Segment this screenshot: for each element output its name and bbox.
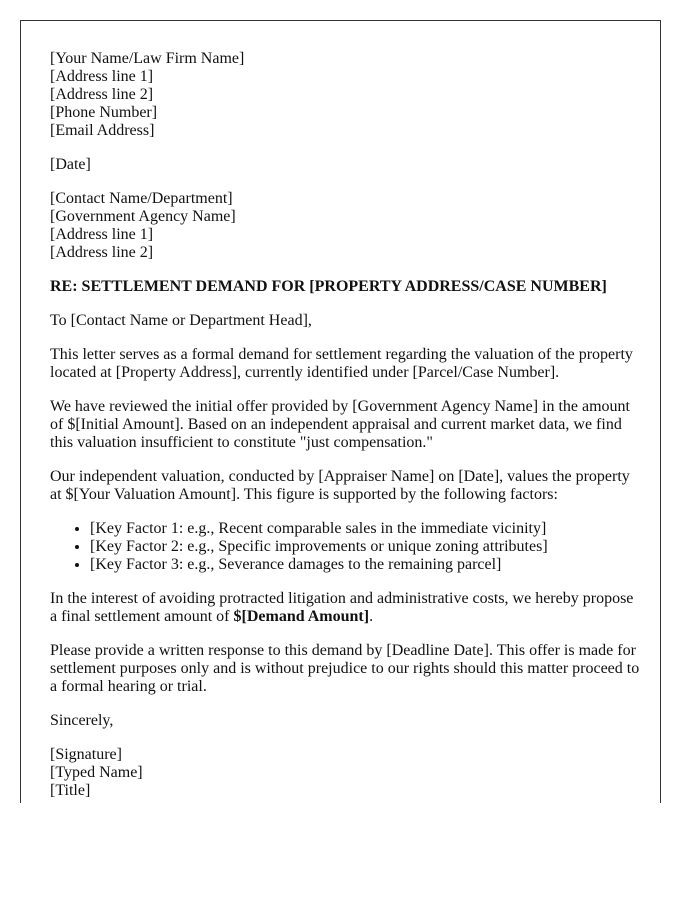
response-paragraph: Please provide a written response to this demand by [Deadline Date]. This offer is made for settlement purposes only and is without prejudice to our rights should this matter proceed to a formal hearing or trial. [50, 642, 640, 695]
factor-list [50, 520, 640, 574]
proposal-text: In the interest of avoiding protracted litigation and administrative costs, we hereby propose a final settlement amount of [50, 590, 634, 625]
recipient-contact: [Contact Name/Department] [50, 190, 233, 207]
proposal-end: . [369, 608, 374, 625]
sender-address-2: [Address line 2] [50, 86, 154, 103]
subject-line: RE: SETTLEMENT DEMAND FOR [PROPERTY ADDRESS/CASE NUMBER] [50, 278, 607, 295]
sender-email: [Email Address] [50, 122, 155, 139]
signer-title: [Title] [50, 782, 91, 799]
closing: Sincerely, [50, 712, 114, 729]
body-paragraph: We have reviewed the initial offer provided by [Government Agency Name] in the amount of $[Initial Amount]. Based on an independent appraisal and current market data, we find this valuation insufficient to constitute "just compensation." [50, 398, 630, 451]
body-paragraph: This letter serves as a formal demand for settlement regarding the valuation of the property located at [Property Address], currently identified under [Parcel/Case Number]. [50, 346, 633, 381]
signature: [Signature] [50, 746, 122, 763]
demand-amount: $[Demand Amount] [233, 608, 370, 625]
sender-address-1: [Address line 1] [50, 68, 154, 85]
recipient-block [50, 190, 640, 262]
recipient-address-1: [Address line 1] [50, 226, 154, 243]
proposal-paragraph [50, 590, 640, 626]
recipient-address-2: [Address line 2] [50, 244, 154, 261]
factor-item: • [Key Factor 1: e.g., Recent comparable sales in the immediate vicinity] [90, 520, 640, 538]
sender-phone: [Phone Number] [50, 104, 158, 121]
letter-date: [Date] [50, 156, 91, 173]
factor-item: • [Key Factor 2: e.g., Specific improvements or unique zoning attributes] [90, 538, 640, 556]
typed-name: [Typed Name] [50, 764, 143, 781]
salutation: To [Contact Name or Department Head], [50, 312, 312, 329]
letter-page [20, 20, 661, 803]
sender-block [50, 50, 640, 140]
recipient-agency: [Government Agency Name] [50, 208, 236, 225]
factor-item: • [Key Factor 3: e.g., Severance damages to the remaining parcel] [90, 556, 640, 574]
body-paragraph: Our independent valuation, conducted by [Appraiser Name] on [Date], values the property at $[Your Valuation Amount]. This figure is supported by the following factors: [50, 468, 630, 503]
signature-block [50, 746, 640, 800]
sender-name: [Your Name/Law Firm Name] [50, 50, 245, 67]
